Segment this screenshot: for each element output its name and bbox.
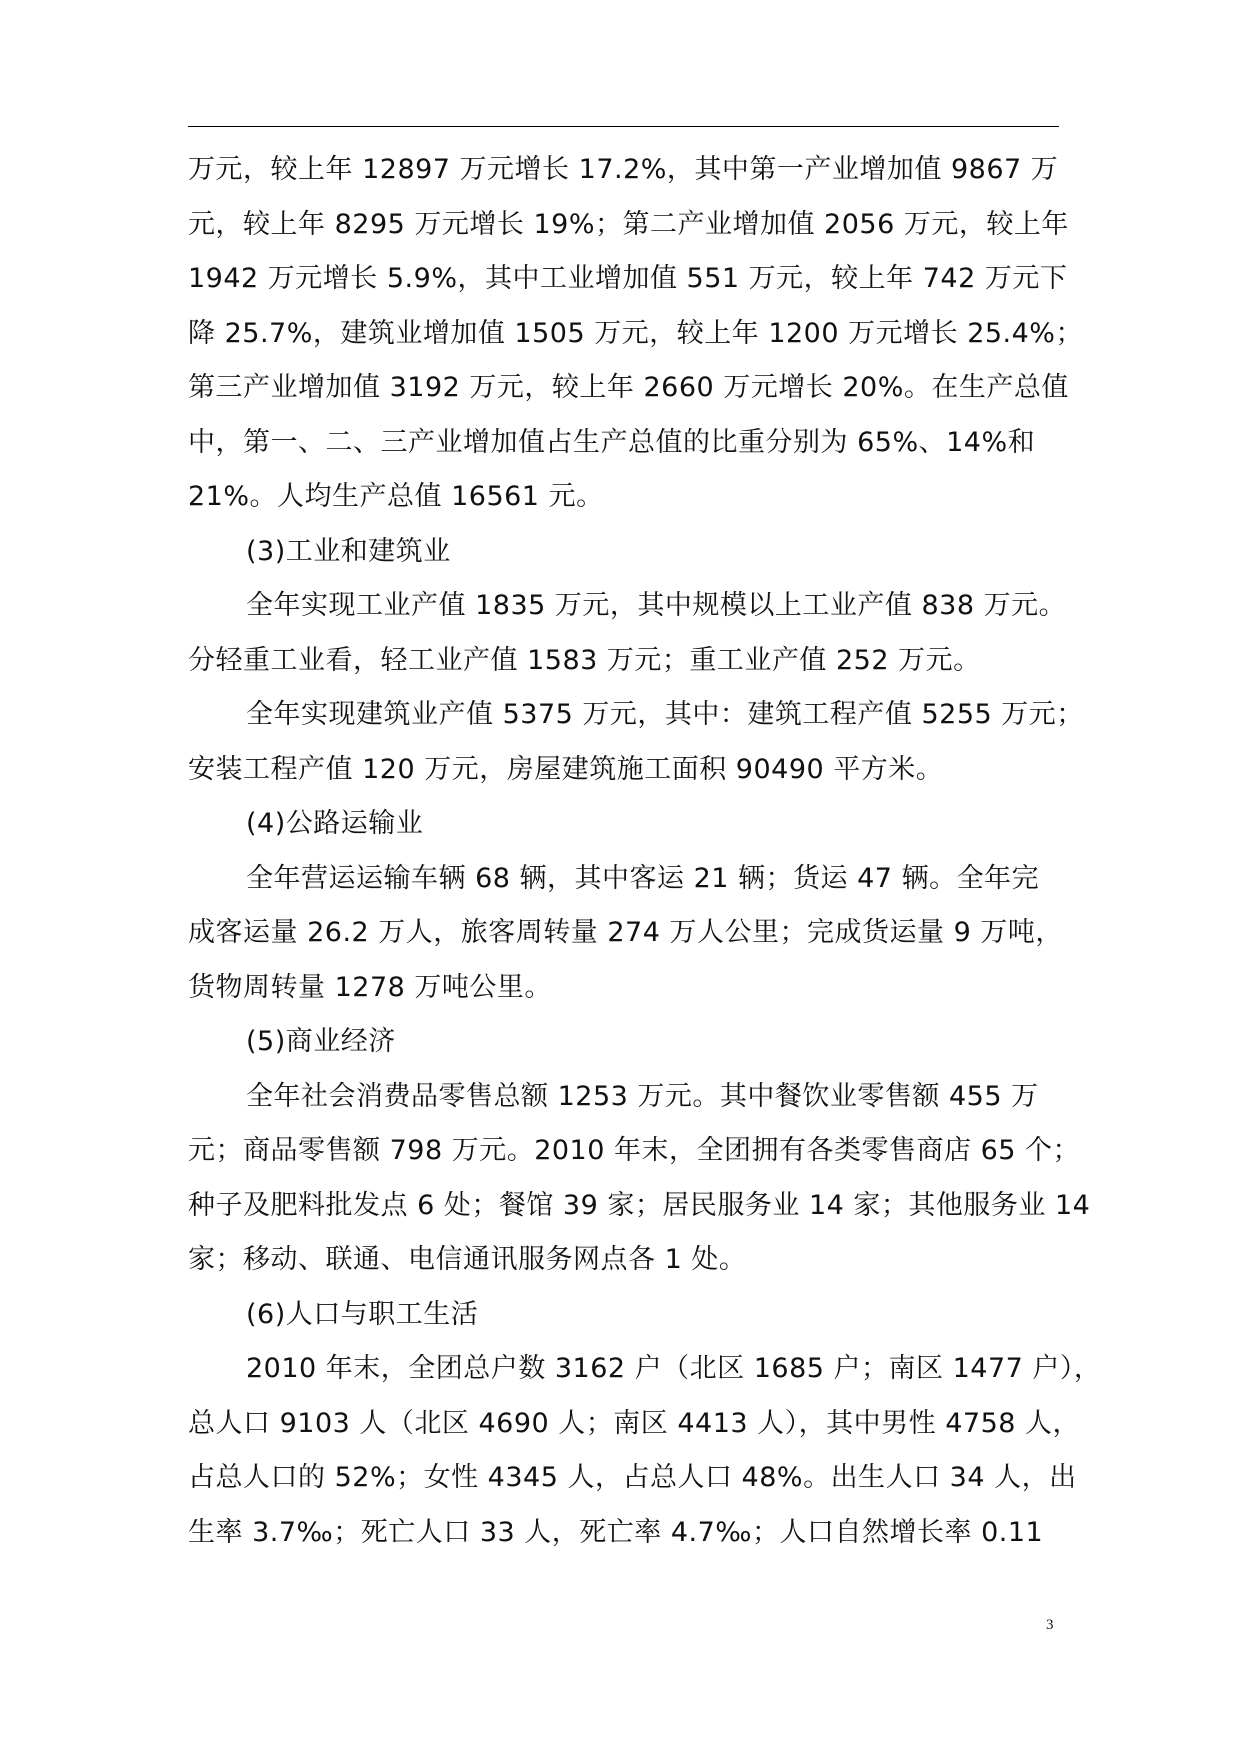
section-heading: (4)公路运输业 [246,808,424,839]
paragraph-line: 分轻重工业看，轻工业产值 1583 万元；重工业产值 252 万元。 [188,644,981,676]
paragraph-line: 降 25.7%，建筑业增加值 1505 万元，较上年 1200 万元增长 25.4%； [188,317,1083,349]
paragraph-line: 种子及肥料批发点 6 处；餐馆 39 家；居民服务业 14 家；其他服务业 14 [188,1189,1091,1221]
paragraph-line: 全年实现建筑业产值 5375 万元，其中：建筑工程产值 5255 万元； [246,699,1084,730]
paragraph-line: 总人口 9103 人（北区 4690 人；南区 4413 人），其中男性 4758 人， [188,1407,1081,1439]
paragraph-line: 元，较上年 8295 万元增长 19%；第二产业增加值 2056 万元，较上年 [188,208,1069,240]
paragraph-line: 中，第一、二、三产业增加值占生产总值的比重分别为 65%、14%和 [188,426,1036,458]
paragraph-line: 全年营运运输车辆 68 辆，其中客运 21 辆；货运 47 辆。全年完 [246,862,1040,894]
paragraph-line: 1942 万元增长 5.9%，其中工业增加值 551 万元，较上年 742 万元下 [188,263,1068,294]
paragraph-line: 全年社会消费品零售总额 1253 万元。其中餐饮业零售额 455 万 [246,1080,1039,1112]
section-heading: (6)人口与职工生活 [246,1298,479,1330]
paragraph-line: 生率 3.7‰；死亡人口 33 人，死亡率 4.7‰；人口自然增长率 0.11 [188,1516,1044,1548]
header-rule [188,126,1059,127]
section-heading: (5)商业经济 [246,1026,396,1057]
paragraph-line: 货物周转量 1278 万吨公里。 [188,971,552,1003]
paragraph-line: 家；移动、联通、电信通讯服务网点各 1 处。 [188,1244,747,1275]
section-heading: (3)工业和建筑业 [246,535,451,567]
paragraph-line: 元；商品零售额 798 万元。2010 年末，全团拥有各类零售商店 65 个； [188,1135,1081,1166]
paragraph-line: 2010 年末，全团总户数 3162 户（北区 1685 户；南区 1477 户）， [246,1353,1102,1384]
paragraph-line: 占总人口的 52%；女性 4345 人，占总人口 48%。出生人口 34 人，出 [188,1462,1077,1493]
paragraph-line: 万元，较上年 12897 万元增长 17.2%，其中第一产业增加值 9867 万 [188,154,1059,185]
paragraph-line: 第三产业增加值 3192 万元，较上年 2660 万元增长 20%。在生产总值 [188,372,1069,403]
body-text [188,143,1102,1560]
paragraph-line: 成客运量 26.2 万人，旅客周转量 274 万人公里；完成货运量 9 万吨， [188,917,1063,948]
paragraph-line: 安装工程产值 120 万元，房屋建筑施工面积 90490 平方米。 [188,753,944,785]
page-number: 3 [1046,1617,1054,1633]
paragraph-line: 21%。人均生产总值 16561 元。 [188,481,604,512]
paragraph-line: 全年实现工业产值 1835 万元，其中规模以上工业产值 838 万元。 [246,590,1067,621]
